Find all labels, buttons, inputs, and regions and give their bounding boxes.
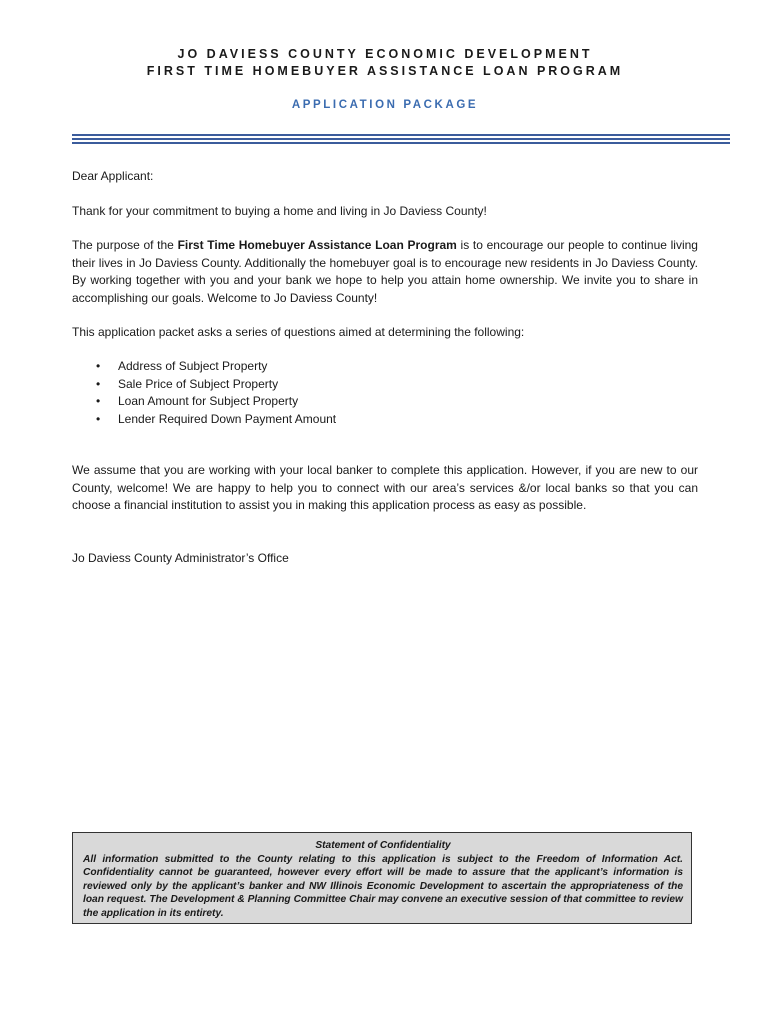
purpose-text-end: is to encourage our people to continue living their lives in Jo Daviess County. Additionally the homebuyer goal is to encourage new residents in Jo Daviess County. By working together with you and your bank we hope to help you attain home ownership. We invite you to share in accomplishing our goals. Welcome to Jo Daviess County! (72, 238, 698, 305)
question-list (72, 358, 336, 428)
list-item: • Sale Price of Subject Property (72, 376, 336, 394)
purpose-text-start: The purpose of the (72, 238, 178, 252)
confidentiality-body: All information submitted to the County relating to this application is subject to the Freedom of Information Act. Confidentiality cannot be guaranteed, however every effort will be made to assure that the applicant’s information is reviewed only by the applicant’s banker and NW Illinois Economic Development to ascertain the appropriateness of the loan request. The Development & Planning Committee Chair may convene an executive session of that committee to review the application in its entirety. (83, 853, 683, 919)
list-item: • Lender Required Down Payment Amount (72, 411, 336, 429)
document-header (0, 46, 770, 80)
header-line-2: FIRST TIME HOMEBUYER ASSISTANCE LOAN PROGRAM (146, 64, 624, 78)
header-divider-top (72, 134, 730, 136)
header-divider-bottom (72, 142, 730, 144)
salutation: Dear Applicant: (72, 169, 154, 183)
purpose-paragraph (72, 237, 698, 307)
signoff: Jo Daviess County Administrator’s Office (72, 551, 289, 565)
document-subtitle: APPLICATION PACKAGE (291, 99, 479, 111)
thanks-paragraph: Thank for your commitment to buying a home and living in Jo Daviess County! (72, 204, 487, 218)
list-intro: This application packet asks a series of questions aimed at determining the following: (72, 325, 525, 339)
confidentiality-box (72, 832, 692, 924)
program-name: First Time Homebuyer Assistance Loan Program (177, 238, 457, 252)
assume-paragraph: We assume that you are working with your local banker to complete this application. However, if you are new to our County, welcome! We are happy to help you to connect with our area’s services &/or local banks so that you can choose a financial institution to assist you in making this application process as easy as possible. (72, 463, 698, 512)
confidentiality-title: Statement of Confidentiality (315, 840, 451, 851)
list-item: • Address of Subject Property (72, 358, 336, 376)
header-line-1: JO DAVIESS COUNTY ECONOMIC DEVELOPMENT (177, 47, 593, 61)
list-item: • Loan Amount for Subject Property (72, 393, 336, 411)
header-divider-middle (72, 138, 730, 140)
